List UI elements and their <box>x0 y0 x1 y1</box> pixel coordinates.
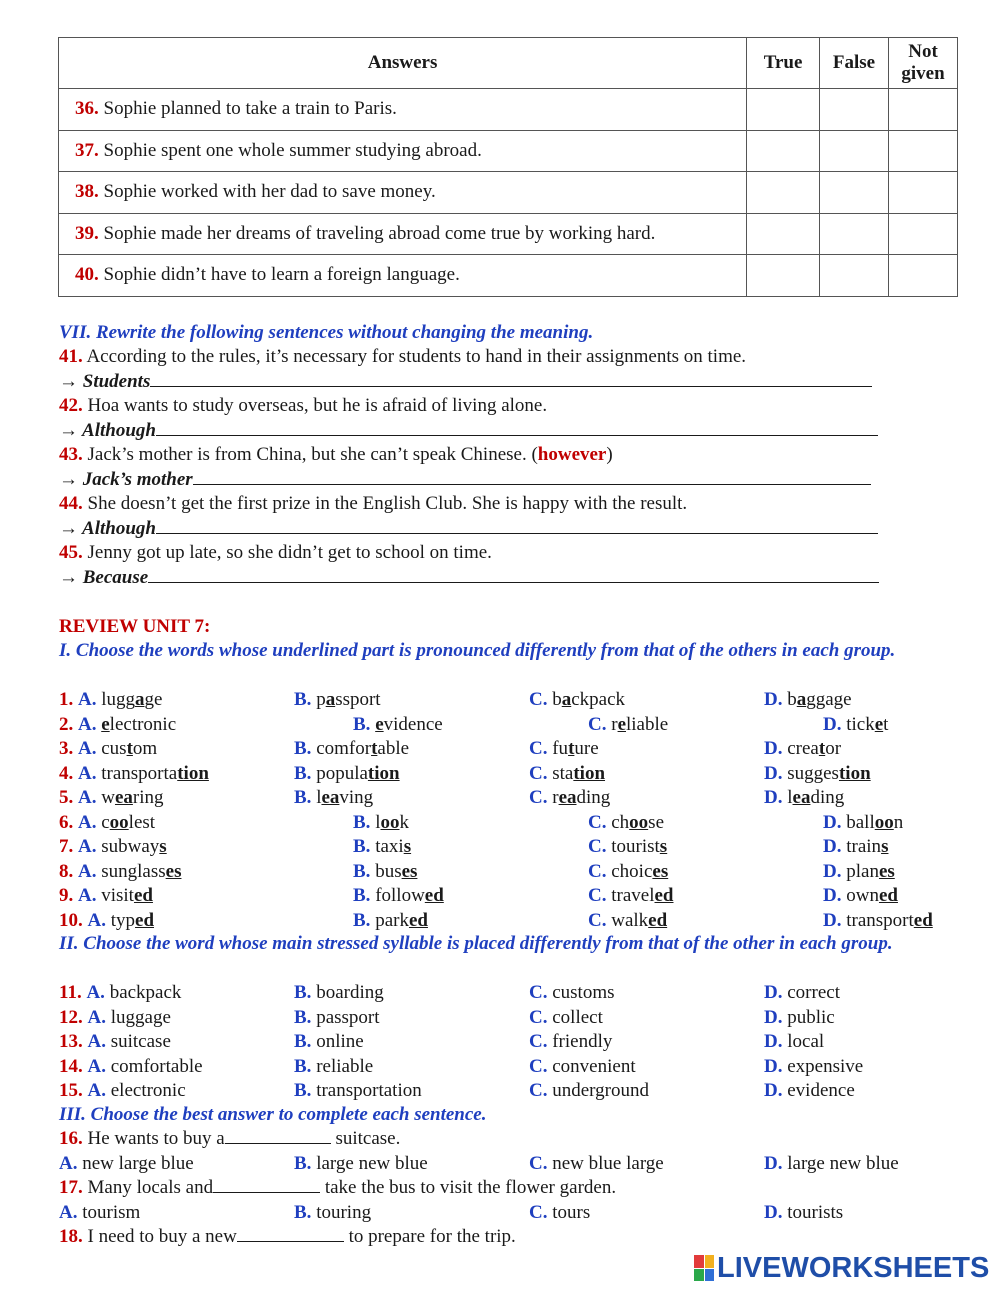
option-a[interactable]: 5. A. wearing <box>59 787 164 808</box>
option-a[interactable]: A. tourism <box>59 1202 141 1223</box>
underlined-part: s <box>881 836 889 857</box>
option-letter: B. <box>294 1006 312 1028</box>
false-cell[interactable] <box>820 89 889 131</box>
question-row <box>59 1030 959 1054</box>
statement: Sophie worked with her dad to save money. <box>103 181 436 203</box>
answer-blank[interactable] <box>237 1225 344 1242</box>
question-16-options <box>59 1152 959 1176</box>
logo-mark-icon <box>694 1255 714 1281</box>
underlined-part: ea <box>792 787 811 808</box>
option-letter: A. <box>87 1080 106 1101</box>
question-number: 37. <box>75 139 99 161</box>
option-c[interactable]: C. backpack <box>529 689 626 710</box>
option-letter: B. <box>353 836 371 857</box>
option-c[interactable]: C. convenient <box>529 1055 636 1077</box>
not-given-cell[interactable] <box>889 89 958 131</box>
option-b[interactable]: B. taxis <box>353 836 412 857</box>
rewrite-question: 42. Hoa wants to study overseas, but he is afraid of living alone. <box>59 395 548 416</box>
question-row <box>59 811 959 835</box>
statement: Sophie planned to take a train to Paris. <box>103 98 397 120</box>
option-letter: C. <box>529 1031 548 1052</box>
option-a[interactable]: A. new large blue <box>59 1153 194 1174</box>
option-b[interactable]: B. population <box>294 762 400 784</box>
question-row <box>59 1006 959 1030</box>
option-a[interactable]: 6. A. coolest <box>59 811 156 833</box>
statement: Sophie made her dreams of traveling abroad come true by working hard. <box>103 222 656 244</box>
review-title: REVIEW UNIT 7: <box>59 616 211 637</box>
underlined-part: ed <box>654 885 674 906</box>
underlined-part: es <box>652 860 669 882</box>
answer-blank[interactable] <box>225 1127 331 1144</box>
option-d[interactable]: D. suggestion <box>764 762 871 784</box>
option-d[interactable]: D. public <box>764 1006 835 1028</box>
question-number: 15. <box>59 1080 83 1101</box>
question-18: 18. I need to buy a new to prepare for the trip. <box>59 1226 516 1247</box>
option-letter: D. <box>823 860 842 882</box>
section-vii-heading: VII. Rewrite the following sentences without changing the meaning. <box>59 322 594 343</box>
answer-blank[interactable] <box>193 468 871 485</box>
table-row <box>59 89 958 131</box>
underlined-part: ed <box>878 885 898 906</box>
part-ii-heading: II. Choose the word whose main stressed syllable is placed differently from that of the other in each group. <box>59 933 893 954</box>
option-letter: A. <box>78 885 97 906</box>
underlined-part: ed <box>133 885 153 906</box>
question-number: 14. <box>59 1055 83 1077</box>
underlined-part: tion <box>367 762 400 784</box>
option-letter: C. <box>588 836 607 857</box>
option-letter: C. <box>529 1153 548 1174</box>
option-b[interactable]: B. buses <box>353 860 418 882</box>
option-letter: D. <box>823 811 842 833</box>
question-number: 38. <box>75 181 99 203</box>
not-given-cell[interactable] <box>889 130 958 172</box>
underlined-part: ea <box>558 787 577 808</box>
option-a[interactable]: 14. A. comfortable <box>59 1055 203 1077</box>
question-17-options <box>59 1201 959 1225</box>
option-d[interactable]: D. balloon <box>823 811 904 833</box>
not-given-cell[interactable] <box>889 172 958 214</box>
option-letter: A. <box>78 713 97 735</box>
question-row <box>59 762 959 786</box>
option-letter: B. <box>353 909 371 931</box>
option-letter: A. <box>78 787 97 808</box>
question-row <box>59 860 959 884</box>
underlined-part: tion <box>573 762 606 784</box>
true-cell[interactable] <box>747 89 820 131</box>
statement: Sophie spent one whole summer studying abroad. <box>103 139 482 161</box>
false-cell[interactable] <box>820 172 889 214</box>
option-b[interactable]: B. look <box>353 811 409 833</box>
option-letter: B. <box>294 1055 312 1077</box>
question-row <box>59 1055 959 1079</box>
option-d[interactable]: D. transported <box>823 909 933 931</box>
option-a[interactable]: 15. A. electronic <box>59 1080 186 1101</box>
option-letter: B. <box>294 1080 312 1101</box>
false-cell[interactable] <box>820 213 889 255</box>
option-letter: A. <box>59 1153 78 1174</box>
table-header-row <box>59 38 958 89</box>
option-d[interactable]: D. planes <box>823 860 895 882</box>
question-number: 13. <box>59 1031 83 1052</box>
option-d[interactable]: D. large new blue <box>764 1153 899 1174</box>
option-c[interactable]: C. friendly <box>529 1031 613 1052</box>
option-letter: A. <box>78 689 97 710</box>
true-false-table <box>58 37 958 297</box>
option-c[interactable]: C. underground <box>529 1080 649 1101</box>
option-letter: D. <box>764 787 783 808</box>
option-d[interactable]: D. leading <box>764 787 845 808</box>
question-row <box>59 981 959 1005</box>
option-letter: A. <box>87 1031 106 1052</box>
option-c[interactable]: C. choose <box>588 811 664 833</box>
option-b[interactable]: B. large new blue <box>294 1153 428 1174</box>
option-letter: D. <box>764 762 783 784</box>
option-b[interactable]: B. touring <box>294 1202 372 1223</box>
underlined-part: t <box>818 738 826 759</box>
option-c[interactable]: C. choices <box>588 860 669 882</box>
underlined-part: e <box>874 713 884 735</box>
option-a[interactable]: 10. A. typed <box>59 909 155 931</box>
true-cell[interactable] <box>747 255 820 297</box>
question-number: 7. <box>59 836 74 857</box>
option-letter: B. <box>353 811 371 833</box>
option-letter: B. <box>294 738 312 759</box>
question-number: 6. <box>59 811 74 833</box>
option-letter: C. <box>529 1202 548 1223</box>
option-c[interactable]: C. tourists <box>588 836 668 857</box>
question-number: 3. <box>59 738 74 759</box>
question-number: 11. <box>59 982 82 1003</box>
underlined-part: oo <box>874 811 894 833</box>
option-letter: C. <box>529 689 548 710</box>
underlined-part: s <box>159 836 167 857</box>
rewrite-question: 45. Jenny got up late, so she didn’t get to school on time. <box>59 542 492 563</box>
option-a[interactable]: 4. A. transportation <box>59 762 209 784</box>
true-cell[interactable] <box>747 130 820 172</box>
answer-blank[interactable] <box>156 419 878 436</box>
option-letter: B. <box>294 982 312 1003</box>
option-letter: C. <box>529 787 548 808</box>
underlined-part: oo <box>109 811 129 833</box>
underlined-part: tion <box>838 762 871 784</box>
underlined-part: a <box>135 689 145 710</box>
option-a[interactable]: 12. A. luggage <box>59 1006 171 1028</box>
underlined-part: es <box>878 860 895 882</box>
option-letter: D. <box>823 713 842 735</box>
option-letter: B. <box>294 1153 312 1174</box>
underlined-part: e <box>617 713 626 735</box>
rewrite-answer-line[interactable]: → Although <box>59 517 878 541</box>
option-letter: C. <box>588 713 607 735</box>
option-letter: A. <box>87 1055 106 1077</box>
option-letter: C. <box>529 982 548 1003</box>
option-letter: C. <box>588 860 607 882</box>
question-number: 36. <box>75 98 99 120</box>
option-letter: B. <box>353 885 371 906</box>
statement: Sophie didn’t have to learn a foreign language. <box>103 264 460 286</box>
option-letter: A. <box>87 909 106 931</box>
question-number: 10. <box>59 909 83 931</box>
option-d[interactable]: D. tourists <box>764 1202 844 1223</box>
option-c[interactable]: C. future <box>529 738 599 759</box>
answer-blank[interactable] <box>148 566 879 583</box>
option-letter: A. <box>78 738 97 759</box>
option-a[interactable]: 9. A. visited <box>59 885 153 906</box>
option-c[interactable]: C. traveled <box>588 885 674 906</box>
question-number: 5. <box>59 787 74 808</box>
header-false: False <box>820 38 889 89</box>
question-number: 4. <box>59 762 74 784</box>
underlined-part: es <box>401 860 418 882</box>
option-b[interactable]: B. parked <box>353 909 428 931</box>
underlined-part: ea <box>321 787 340 808</box>
table-row <box>59 255 958 297</box>
rewrite-answer-line[interactable]: → Jack’s mother <box>59 468 871 492</box>
option-letter: D. <box>764 1080 783 1101</box>
part-iii-heading: III. Choose the best answer to complete each sentence. <box>59 1104 487 1125</box>
underlined-part: e <box>101 713 110 735</box>
question-number: 40. <box>75 264 99 286</box>
option-letter: A. <box>59 1202 78 1223</box>
underlined-part: oo <box>629 811 649 833</box>
option-letter: C. <box>529 1080 548 1101</box>
logo-text: LIVEWORKSHEETS <box>717 1251 990 1284</box>
option-letter: C. <box>529 1006 548 1028</box>
option-letter: D. <box>823 885 842 906</box>
question-17: 17. Many locals and take the bus to visit the flower garden. <box>59 1177 617 1198</box>
underlined-part: t <box>126 738 133 759</box>
option-b[interactable]: B. passport <box>294 689 381 710</box>
answer-blank[interactable] <box>156 517 878 534</box>
option-d[interactable]: D. expensive <box>764 1055 864 1077</box>
option-letter: D. <box>764 1031 783 1052</box>
header-true: True <box>747 38 820 89</box>
option-letter: C. <box>529 738 548 759</box>
option-letter: A. <box>78 811 97 833</box>
underlined-part: s <box>403 836 412 857</box>
underlined-part: ed <box>135 909 155 931</box>
not-given-cell[interactable] <box>889 255 958 297</box>
underlined-part: ea <box>114 787 133 808</box>
option-d[interactable]: D. baggage <box>764 689 852 710</box>
option-b[interactable]: B. leaving <box>294 787 374 808</box>
option-letter: B. <box>294 689 312 710</box>
rewrite-question: 44. She doesn’t get the first prize in the English Club. She is happy with the result. <box>59 493 688 514</box>
option-d[interactable]: D. correct <box>764 982 840 1003</box>
option-letter: A. <box>87 1006 106 1028</box>
option-b[interactable]: B. comfortable <box>294 738 410 759</box>
option-b[interactable]: B. boarding <box>294 982 384 1003</box>
answer-blank[interactable] <box>213 1176 320 1193</box>
underlined-part: s <box>659 836 668 857</box>
option-c[interactable]: C. tours <box>529 1202 591 1223</box>
option-letter: C. <box>588 811 607 833</box>
underlined-part: ed <box>408 909 428 931</box>
option-a[interactable]: 11. A. backpack <box>59 982 182 1003</box>
option-letter: D. <box>823 836 842 857</box>
part-i-heading: I. Choose the words whose underlined part is pronounced differently from that of the others in each group. <box>59 640 896 661</box>
option-letter: D. <box>764 689 783 710</box>
question-number: 1. <box>59 689 74 710</box>
option-b[interactable]: B. reliable <box>294 1055 374 1077</box>
option-d[interactable]: D. evidence <box>764 1080 855 1101</box>
option-letter: C. <box>588 885 607 906</box>
underlined-part: a <box>325 689 336 710</box>
option-c[interactable]: C. customs <box>529 982 615 1003</box>
table-row <box>59 130 958 172</box>
option-c[interactable]: C. station <box>529 762 606 784</box>
option-d[interactable]: D. owned <box>823 885 898 906</box>
underlined-part: t <box>371 738 378 759</box>
rewrite-answer-line[interactable]: → Although <box>59 419 878 443</box>
underlined-part: tion <box>177 762 209 784</box>
option-letter: D. <box>764 1055 783 1077</box>
option-letter: B. <box>294 787 312 808</box>
option-c[interactable]: C. reading <box>529 787 611 808</box>
underlined-part: t <box>568 738 575 759</box>
option-letter: D. <box>764 738 783 759</box>
option-a[interactable]: 3. A. custom <box>59 738 158 759</box>
option-letter: B. <box>294 1031 312 1052</box>
option-d[interactable]: D. trains <box>823 836 889 857</box>
underlined-part: ed <box>424 885 444 906</box>
option-letter: B. <box>294 762 312 784</box>
option-a[interactable]: 7. A. subways <box>59 836 167 857</box>
option-d[interactable]: D. creator <box>764 738 842 759</box>
table-row <box>59 213 958 255</box>
underlined-part: e <box>375 713 384 735</box>
false-cell[interactable] <box>820 130 889 172</box>
underlined-part: a <box>796 689 807 710</box>
question-16: 16. He wants to buy a suitcase. <box>59 1128 401 1149</box>
option-b[interactable]: B. online <box>294 1031 364 1052</box>
option-d[interactable]: D. local <box>764 1031 825 1052</box>
option-c[interactable]: C. reliable <box>588 713 669 735</box>
option-letter: B. <box>353 713 371 735</box>
option-a[interactable]: 1. A. luggage <box>59 689 163 710</box>
option-letter: D. <box>764 1202 783 1223</box>
question-row <box>59 786 959 810</box>
question-row <box>59 909 959 933</box>
true-cell[interactable] <box>747 172 820 214</box>
option-letter: A. <box>78 860 97 882</box>
answer-blank[interactable] <box>150 370 872 387</box>
rewrite-answer-line[interactable]: → Students <box>59 370 872 394</box>
header-answers: Answers <box>59 38 747 89</box>
question-number: 8. <box>59 860 74 882</box>
underlined-part: ed <box>913 909 933 931</box>
option-c[interactable]: C. collect <box>529 1006 603 1028</box>
liveworksheets-logo <box>694 1252 989 1284</box>
option-letter: D. <box>764 1006 783 1028</box>
option-b[interactable]: B. transportation <box>294 1080 422 1101</box>
underlined-part: es <box>165 860 182 882</box>
option-letter: D. <box>823 909 842 931</box>
underlined-part: a <box>561 689 572 710</box>
option-letter: D. <box>764 1153 783 1174</box>
underlined-part: oo <box>380 811 400 833</box>
rewrite-question: 41. According to the rules, it’s necessary for students to hand in their assignments on time. <box>59 346 747 367</box>
option-a[interactable]: 2. A. electronic <box>59 713 177 735</box>
option-a[interactable]: 13. A. suitcase <box>59 1031 171 1052</box>
question-row <box>59 1079 959 1103</box>
question-row <box>59 884 959 908</box>
question-number: 12. <box>59 1006 83 1028</box>
option-letter: C. <box>588 909 607 931</box>
table-row <box>59 172 958 214</box>
not-given-cell[interactable] <box>889 213 958 255</box>
rewrite-question: 43. Jack’s mother is from China, but she can’t speak Chinese. (however) <box>59 444 613 465</box>
hint-word: however <box>537 444 607 465</box>
question-row <box>59 737 959 761</box>
option-letter: A. <box>78 762 97 784</box>
option-letter: D. <box>764 982 783 1003</box>
option-d[interactable]: D. ticket <box>823 713 889 735</box>
option-c[interactable]: C. new blue large <box>529 1153 664 1174</box>
question-row <box>59 713 959 737</box>
option-letter: C. <box>529 1055 548 1077</box>
option-letter: A. <box>86 982 105 1003</box>
question-row <box>59 688 959 712</box>
rewrite-answer-line[interactable]: → Because <box>59 566 879 590</box>
question-number: 2. <box>59 713 74 735</box>
header-not-given: Not given <box>889 38 958 89</box>
option-b[interactable]: B. passport <box>294 1006 380 1028</box>
option-letter: C. <box>529 762 548 784</box>
question-row <box>59 835 959 859</box>
option-letter: A. <box>78 836 97 857</box>
option-b[interactable]: B. followed <box>353 885 444 906</box>
question-number: 9. <box>59 885 74 906</box>
option-b[interactable]: B. evidence <box>353 713 443 735</box>
option-c[interactable]: C. walked <box>588 909 668 931</box>
false-cell[interactable] <box>820 255 889 297</box>
underlined-part: ed <box>648 909 668 931</box>
option-letter: B. <box>294 1202 312 1223</box>
option-a[interactable]: 8. A. sunglasses <box>59 860 182 882</box>
option-letter: B. <box>353 860 371 882</box>
question-number: 39. <box>75 222 99 244</box>
true-cell[interactable] <box>747 213 820 255</box>
